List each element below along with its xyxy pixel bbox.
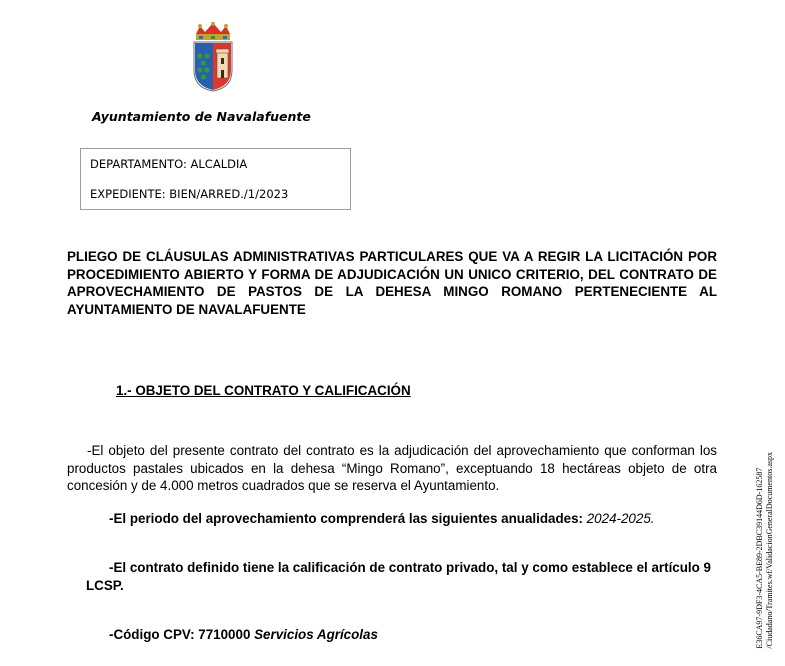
object-paragraph-text: -El objeto del presente contrato del contrato es la adjudicación del aprovechamiento que conforman los productos pastales ubicados en la dehesa “Mingo Romano”, exceptuando 18 hectáreas objeto de otra concesión y de 4.000 metros cuadrados que se reserva el Ayuntamiento. bbox=[67, 443, 717, 493]
period-value: 2024-2025. bbox=[586, 511, 655, 526]
verification-code: E36CA97-9DF3-4CA5-BE89-2DBC39144D6D-162587 bbox=[755, 467, 764, 649]
verification-stamp-text bbox=[755, 452, 775, 649]
object-paragraph bbox=[67, 442, 717, 495]
department-label: DEPARTAMENTO: ALCALDIA bbox=[90, 157, 248, 171]
period-label: -El periodo del aprovechamiento comprenderá las siguientes anualidades: bbox=[109, 511, 587, 526]
document-title: PLIEGO DE CLÁUSULAS ADMINISTRATIVAS PARTICULARES QUE VA A REGIR LA LICITACIÓN POR PROCEDIMIENTO ABIERTO Y FORMA DE ADJUDICACIÓN UN UNICO CRITERIO, DEL CONTRATO DE APROVECHAMIENTO DE PASTOS DE LA DEHESA MINGO ROMANO PERTENECIENTE AL AYUNTAMIENTO DE NAVALAFUENTE bbox=[67, 249, 717, 317]
verification-url: /Ciudadano/Tramites.wf/ValidacionGeneralDocumentos.aspx bbox=[765, 451, 774, 649]
council-name: Ayuntamiento de Navalafuente bbox=[92, 109, 311, 124]
cpv-label: -Código CPV: 7710000 bbox=[109, 627, 255, 642]
cpv-item bbox=[109, 626, 378, 644]
reference-box bbox=[80, 148, 351, 210]
municipal-coat-of-arms-icon bbox=[190, 22, 236, 92]
period-item bbox=[109, 510, 655, 528]
classification-item: -El contrato definido tiene la calificación de contrato privado, tal y como establece el artículo 9 LCSP. bbox=[86, 560, 711, 593]
section-heading: 1.- OBJETO DEL CONTRATO Y CALIFICACIÓN bbox=[116, 383, 411, 398]
file-number-label: EXPEDIENTE: BIEN/ARRED./1/2023 bbox=[90, 187, 289, 201]
verification-stamp bbox=[751, 434, 779, 666]
cpv-value: Servicios Agrícolas bbox=[254, 627, 378, 642]
